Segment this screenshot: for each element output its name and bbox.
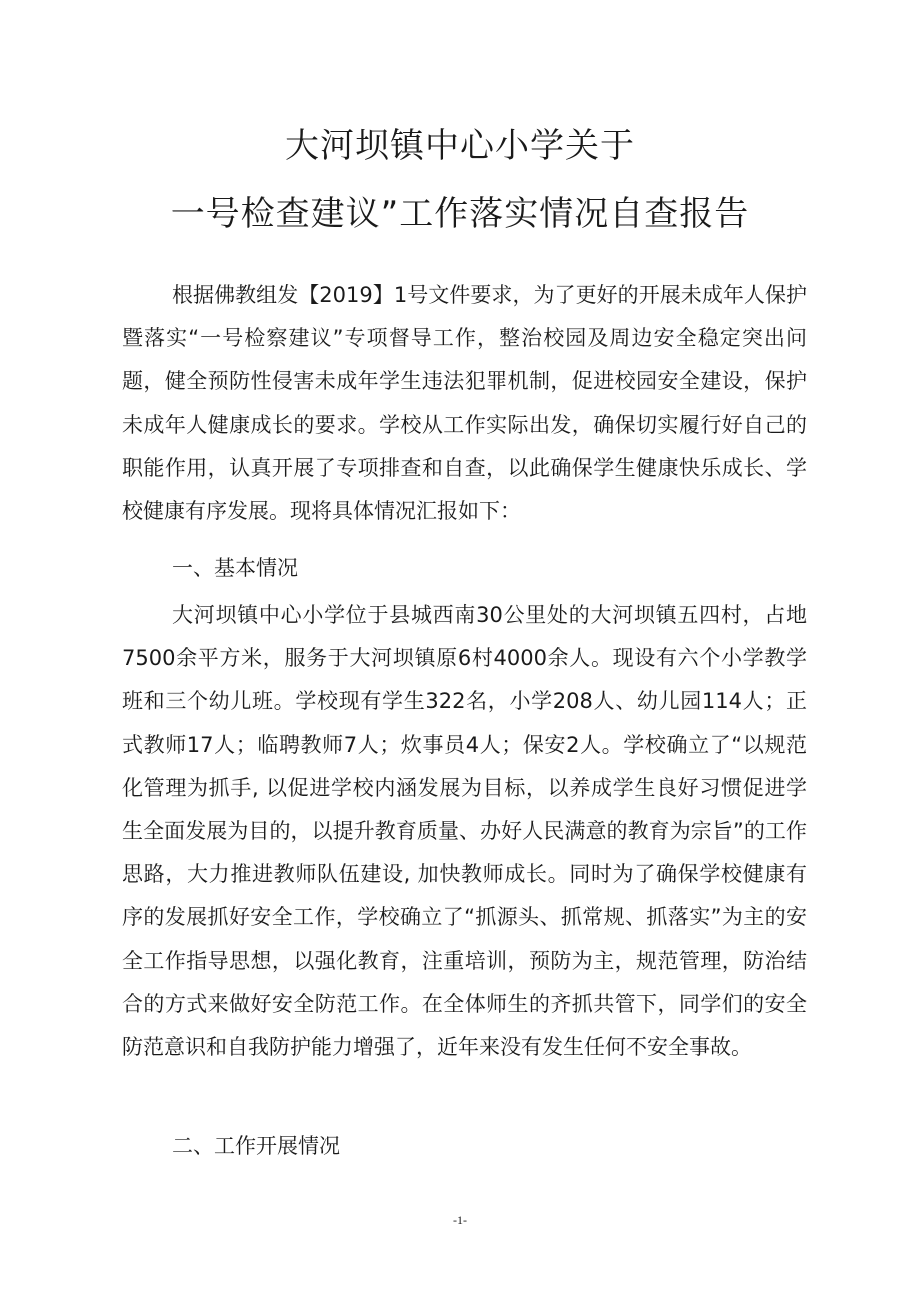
section-heading-work-progress: 二、工作开展情况 (172, 1134, 340, 1158)
document-title-line-1: 大河坝镇中心小学关于 (285, 126, 635, 166)
page-number: -1- (453, 1213, 467, 1227)
intro-paragraph: 根据佛教组发【2019】1号文件要求，为了更好的开展未成年人保护暨落实“一号检察建议”专项督导工作，整治校园及周边安全稳定突出问题，健全预防性侵害未成年学生违法犯罪机制，促进校园安全建设，保护未成年人健康成长的要求。学校从工作实际出发，确保切实履行好自己的职能作用，认真开展了专项排查和自查，以此确保学生健康快乐成长、学校健康有序发展。现将具体情况汇报如下： (122, 283, 807, 524)
document-title-line-2: 一号检查建议”工作落实情况自查报告 (170, 194, 750, 234)
basic-situation-paragraph: 大河坝镇中心小学位于县城西南30公里处的大河坝镇五四村，占地7500余平方米，服务于大河坝镇原6村4000余人。现设有六个小学教学班和三个幼儿班。学校现有学生322名，小学208人、幼儿园114人；正式教师17人；临聘教师7人；炊事员4人；保安2人。学校确立了“以规范化管理为抓手, 以促进学校内涵发展为目标，以养成学生良好习惯促进学生全面发展为目的，以提升教育质量、办好人民满意的教育为宗旨”的工作思路，大力推进教师队伍建设, 加快教师成长。同时为了确保学校健康有序的发展抓好安全工作，学校确立了“抓源头、抓常规、抓落实”为主的安全工作指导思想，以强化教育，注重培训，预防为主，规范管理，防治结合的方式来做好安全防范工作。在全体师生的齐抓共管下，同学们的安全防范意识和自我防护能力增强了，近年来没有发生任何不安全事故。 (122, 603, 807, 1060)
section-heading-basic-situation: 一、基本情况 (172, 556, 298, 580)
